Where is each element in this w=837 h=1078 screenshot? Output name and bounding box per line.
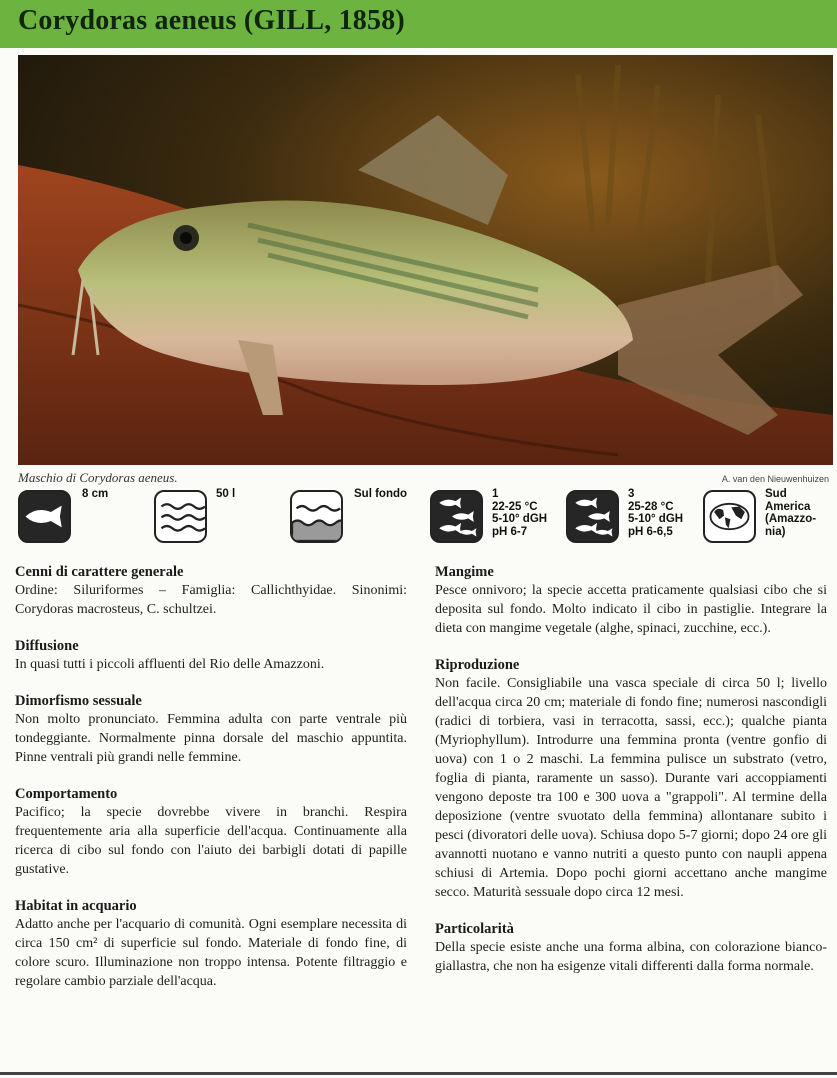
section-riproduzione	[435, 656, 827, 902]
fish-photo	[18, 55, 833, 465]
school-fish-icon	[566, 490, 619, 543]
section-body: Della specie esiste anche una forma albina, con colorazione bianco-giallastra, che non ha esigenze vitali differenti dalla forma normale.	[435, 940, 827, 974]
section-title: Comportamento	[15, 786, 118, 802]
photo-caption: Maschio di Corydoras aeneus.	[18, 470, 178, 485]
section-body: Non molto pronunciato. Femmina adulta con parte ventrale più tondeggiante. Normalmente pinna dorsale del maschio appuntita. Pinne ventrali più grandi nelle femmine.	[15, 712, 407, 765]
section-particolarita	[435, 920, 827, 976]
section-title: Mangime	[435, 564, 494, 580]
section-habitat	[15, 897, 407, 991]
bottom-zone-icon	[290, 490, 343, 543]
section-body: Pacifico; la specie dovrebbe vivere in branchi. Respira frequentemente aria alla superficie dell'acqua. Continuamente alla ricerca di cibo sul fondo con l'aiuto dei barbigli dotati di papille gustative.	[15, 805, 407, 877]
icon-bar	[18, 488, 833, 550]
region-text: Sud America (Amazzo- nia)	[765, 488, 817, 538]
zone-text: Sul fondo	[354, 488, 408, 500]
corydoras-photo-illustration	[18, 55, 833, 465]
section-comportamento	[15, 785, 407, 879]
section-title: Particolarità	[435, 921, 514, 937]
size-text: 8 cm	[82, 488, 109, 500]
section-title: Diffusione	[15, 638, 79, 654]
section-dimorfismo	[15, 692, 407, 767]
section-mangime	[435, 563, 827, 638]
photo-credit: A. van den Nieuwenhuizen	[721, 474, 829, 484]
section-body: Adatto anche per l'acquario di comunità. Ogni esemplare necessita di circa 150 cm² di superficie sul fondo. Materiale di fondo fine, di colore scuro. Illuminazione non troppo intensa. Potente filtraggio e regolare cambio parziale dell'acqua.	[15, 917, 407, 989]
fish-size-icon	[18, 490, 71, 543]
school-fish-icon	[430, 490, 483, 543]
care-level-1-text: 1 22-25 °C 5-10° dGH pH 6-7	[492, 488, 548, 538]
left-column	[15, 563, 407, 1009]
section-body: Pesce onnivoro; la specie accetta praticamente qualsiasi cibo che si deposita sul fondo. Molto indicato il cibo in pastiglie. Integrare la dieta con mangime vegetale (alghe, spinaci, zucchine, ecc.).	[435, 583, 827, 636]
tank-text: 50 l	[216, 488, 236, 500]
page-title: Corydoras aeneus (GILL, 1858)	[18, 5, 405, 36]
right-column	[435, 563, 827, 994]
world-map-icon	[703, 490, 756, 543]
title-bar	[0, 0, 837, 48]
section-title: Cenni di carattere generale	[15, 564, 184, 580]
section-body: Non facile. Consigliabile una vasca speciale di circa 50 l; livello dell'acqua circa 20 cm; materiale di fondo fine; numerosi nascondigli (radici di torbiera, vasi in terracotta, sassi, ecc.); qualche pianta (Myriophyllum). Introdurre una femmina pronta (ventre gonfio di uova) con 1 o 2 maschi. La femmina pulisce un substrato (vetro, foglia di pianta, raramente un sasso). Durante vari accoppiamenti vengono deposte tra 100 e 300 uova a "grappoli". Al termine della deposizione (ventre svuotato della femmina) allontanare subito i pesci (divoratori delle uova). Schiusa dopo 5-7 giorni; dopo 24 ore gli avannotti nuotano e vanno nutriti a questo punto con naupli appena schiusi di Artemia. Dopo pochi giorni accettano anche mangime secco. Maturità sessuale dopo circa 12 mesi.	[435, 676, 827, 900]
bottom-rule	[0, 1072, 837, 1075]
section-title: Riproduzione	[435, 657, 520, 673]
section-cenni	[15, 563, 407, 619]
section-title: Habitat in acquario	[15, 898, 137, 914]
section-diffusione	[15, 637, 407, 674]
tank-volume-icon	[154, 490, 207, 543]
care-level-3-text: 3 25-28 °C 5-10° dGH pH 6-6,5	[628, 488, 684, 538]
section-title: Dimorfismo sessuale	[15, 693, 142, 709]
section-body: In quasi tutti i piccoli affluenti del Rio delle Amazzoni.	[15, 657, 325, 672]
section-body: Ordine: Siluriformes – Famiglia: Callichthyidae. Sinonimi: Corydoras macrosteus, C. schultzei.	[15, 583, 407, 617]
